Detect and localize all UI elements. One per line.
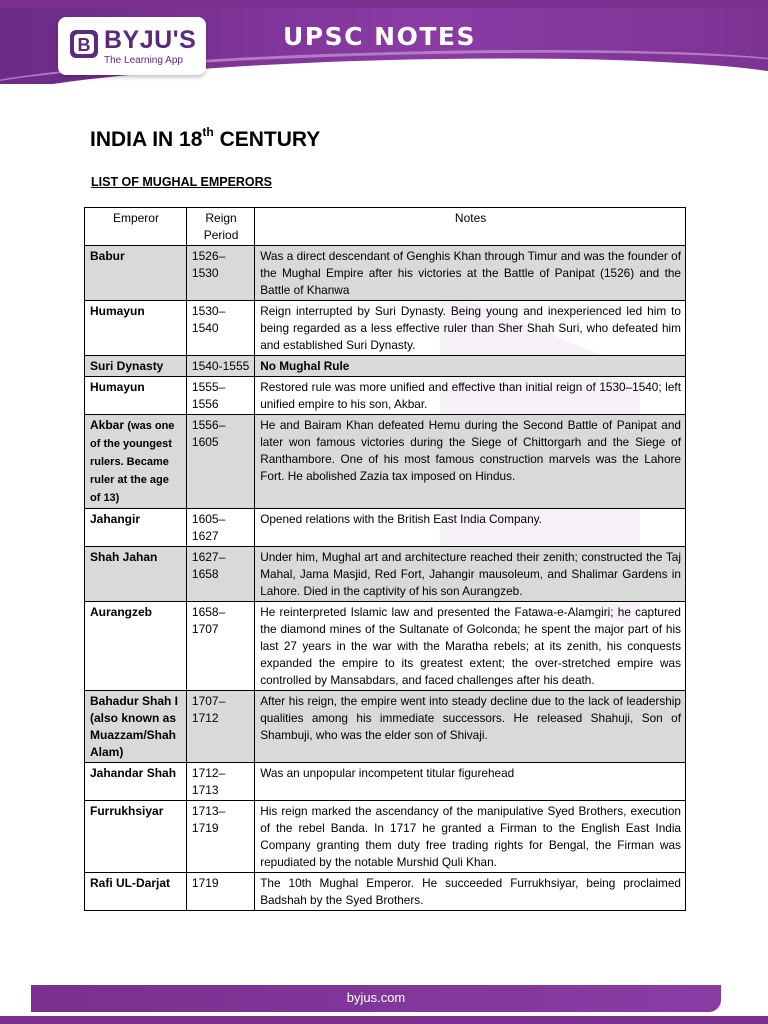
- cell-emperor: Humayun: [85, 301, 187, 356]
- page-title: [90, 127, 320, 152]
- cell-emperor: Babur: [85, 246, 187, 301]
- footer-link[interactable]: byjus.com: [346, 990, 406, 1005]
- byjus-logo[interactable]: [58, 17, 206, 75]
- header-reign-line1: Reign: [205, 211, 237, 225]
- cell-period: 1540-1555: [186, 356, 254, 377]
- cell-notes: Opened relations with the British East India Company.: [255, 509, 686, 547]
- cell-notes: After his reign, the empire went into steady decline due to the lack of leadership qualities among his immediate successors. He released Shahuji, Son of Shambuji, who was the elder son of Shivaji.: [255, 691, 686, 763]
- cell-emperor: Jahandar Shah: [85, 763, 187, 801]
- cell-emperor: Bahadur Shah I (also known as Muazzam/Shah Alam): [85, 691, 187, 763]
- svg-text:B: B: [77, 35, 91, 55]
- cell-notes: Under him, Mughal art and architecture reached their zenith; constructed the Taj Mahal, Jama Masjid, Red Fort, Jahangir mausoleum, and Shalimar Gardens in Lahore. Died in the captivity of his son Aurangzeb.: [255, 547, 686, 602]
- table-header-row: [85, 208, 686, 246]
- cell-period: 1713–1719: [186, 801, 254, 873]
- cell-emperor: Aurangzeb: [85, 602, 187, 691]
- header-emperor: Emperor: [85, 208, 187, 246]
- section-subheading: LIST OF MUGHAL EMPERORS: [91, 175, 273, 189]
- table-row: [85, 377, 686, 415]
- footer-banner: [31, 985, 721, 1012]
- cell-notes: Was an unpopular incompetent titular figurehead: [255, 763, 686, 801]
- cell-emperor: Rafi UL-Darjat: [85, 873, 187, 911]
- cell-period: 1605–1627: [186, 509, 254, 547]
- cell-emperor: [85, 415, 187, 509]
- cell-notes: His reign marked the ascendancy of the manipulative Syed Brothers, execution of the rebel Banda. In 1717 he granted a Firman to the English East India Company granting them duty free trading rights for Bengal, the Firman was repudiated by the notable Murshid Quli Khan.: [255, 801, 686, 873]
- cell-notes: He reinterpreted Islamic law and presented the Fatawa-e-Alamgiri; he captured the diamond mines of the Sultanate of Golconda; he spent the major part of his last 27 years in the war with the Maratha rebels; at its zenith, his conquests expanded the empire to its greatest extent; the over-stretched empire was controlled by Mansabdars, and faced challenges after his death.: [255, 602, 686, 691]
- cell-period: 1707–1712: [186, 691, 254, 763]
- header-reign-period: [186, 208, 254, 246]
- cell-period: 1712–1713: [186, 763, 254, 801]
- cell-notes: No Mughal Rule: [255, 356, 686, 377]
- page-title-end: CENTURY: [213, 128, 321, 151]
- cell-period: 1719: [186, 873, 254, 911]
- cell-notes: Restored rule was more unified and effective than initial reign of 1530–1540; left unified empire to his son, Akbar.: [255, 377, 686, 415]
- header-top-strip: [0, 0, 768, 8]
- cell-notes: The 10th Mughal Emperor. He succeeded Furrukhsiyar, being proclaimed Badshah by the Syed Brothers.: [255, 873, 686, 911]
- table-row: [85, 246, 686, 301]
- cell-period: 1658–1707: [186, 602, 254, 691]
- logo-name: BYJU'S: [104, 26, 197, 54]
- cell-emperor-name: Akbar: [90, 418, 125, 432]
- table-row: [85, 801, 686, 873]
- page-title-main: INDIA IN 18: [90, 128, 203, 151]
- cell-emperor: Shah Jahan: [85, 547, 187, 602]
- table-row: [85, 301, 686, 356]
- page-title-superscript: th: [202, 125, 214, 139]
- cell-notes: Reign interrupted by Suri Dynasty. Being young and inexperienced led him to being regarded as a less effective ruler than Sher Shah Suri, who defeated him and established Suri Dynasty.: [255, 301, 686, 356]
- cell-period: 1627–1658: [186, 547, 254, 602]
- cell-emperor: Furrukhsiyar: [85, 801, 187, 873]
- cell-period: 1555–1556: [186, 377, 254, 415]
- table-row: [85, 691, 686, 763]
- cell-emperor: Jahangir: [85, 509, 187, 547]
- table-row: [85, 509, 686, 547]
- header-notes: Notes: [255, 208, 686, 246]
- table-row: [85, 547, 686, 602]
- logo-tagline: The Learning App: [104, 55, 183, 66]
- cell-period: 1526–1530: [186, 246, 254, 301]
- cell-emperor: Suri Dynasty: [85, 356, 187, 377]
- table-row: [85, 356, 686, 377]
- table-row: [85, 763, 686, 801]
- header-reign-line2: Period: [203, 228, 239, 242]
- byjus-logo-mark-icon: [68, 28, 100, 60]
- cell-notes: Was a direct descendant of Genghis Khan through Timur and was the founder of the Mughal Empire after his victories at the Battle of Panipat (1526) and the Battle of Khanwa: [255, 246, 686, 301]
- cell-period: 1530–1540: [186, 301, 254, 356]
- table-row: [85, 415, 686, 509]
- cell-period: 1556–1605: [186, 415, 254, 509]
- table-row: [85, 602, 686, 691]
- table-row: [85, 873, 686, 911]
- footer-bottom-strip: [0, 1016, 768, 1024]
- cell-notes: He and Bairam Khan defeated Hemu during the Second Battle of Panipat and later won famous victories during the Siege of Chittorgarh and the Siege of Ranthambore. One of his most famous construction marvels was the Lahore Fort. He abolished Zazia tax imposed on Hindus.: [255, 415, 686, 509]
- cell-emperor: Humayun: [85, 377, 187, 415]
- cell-emperor-note: (was one of the youngest rulers. Became ruler at the age of 13): [90, 420, 175, 504]
- header-title: UPSC NOTES: [283, 22, 476, 51]
- mughal-emperors-table: [84, 207, 686, 911]
